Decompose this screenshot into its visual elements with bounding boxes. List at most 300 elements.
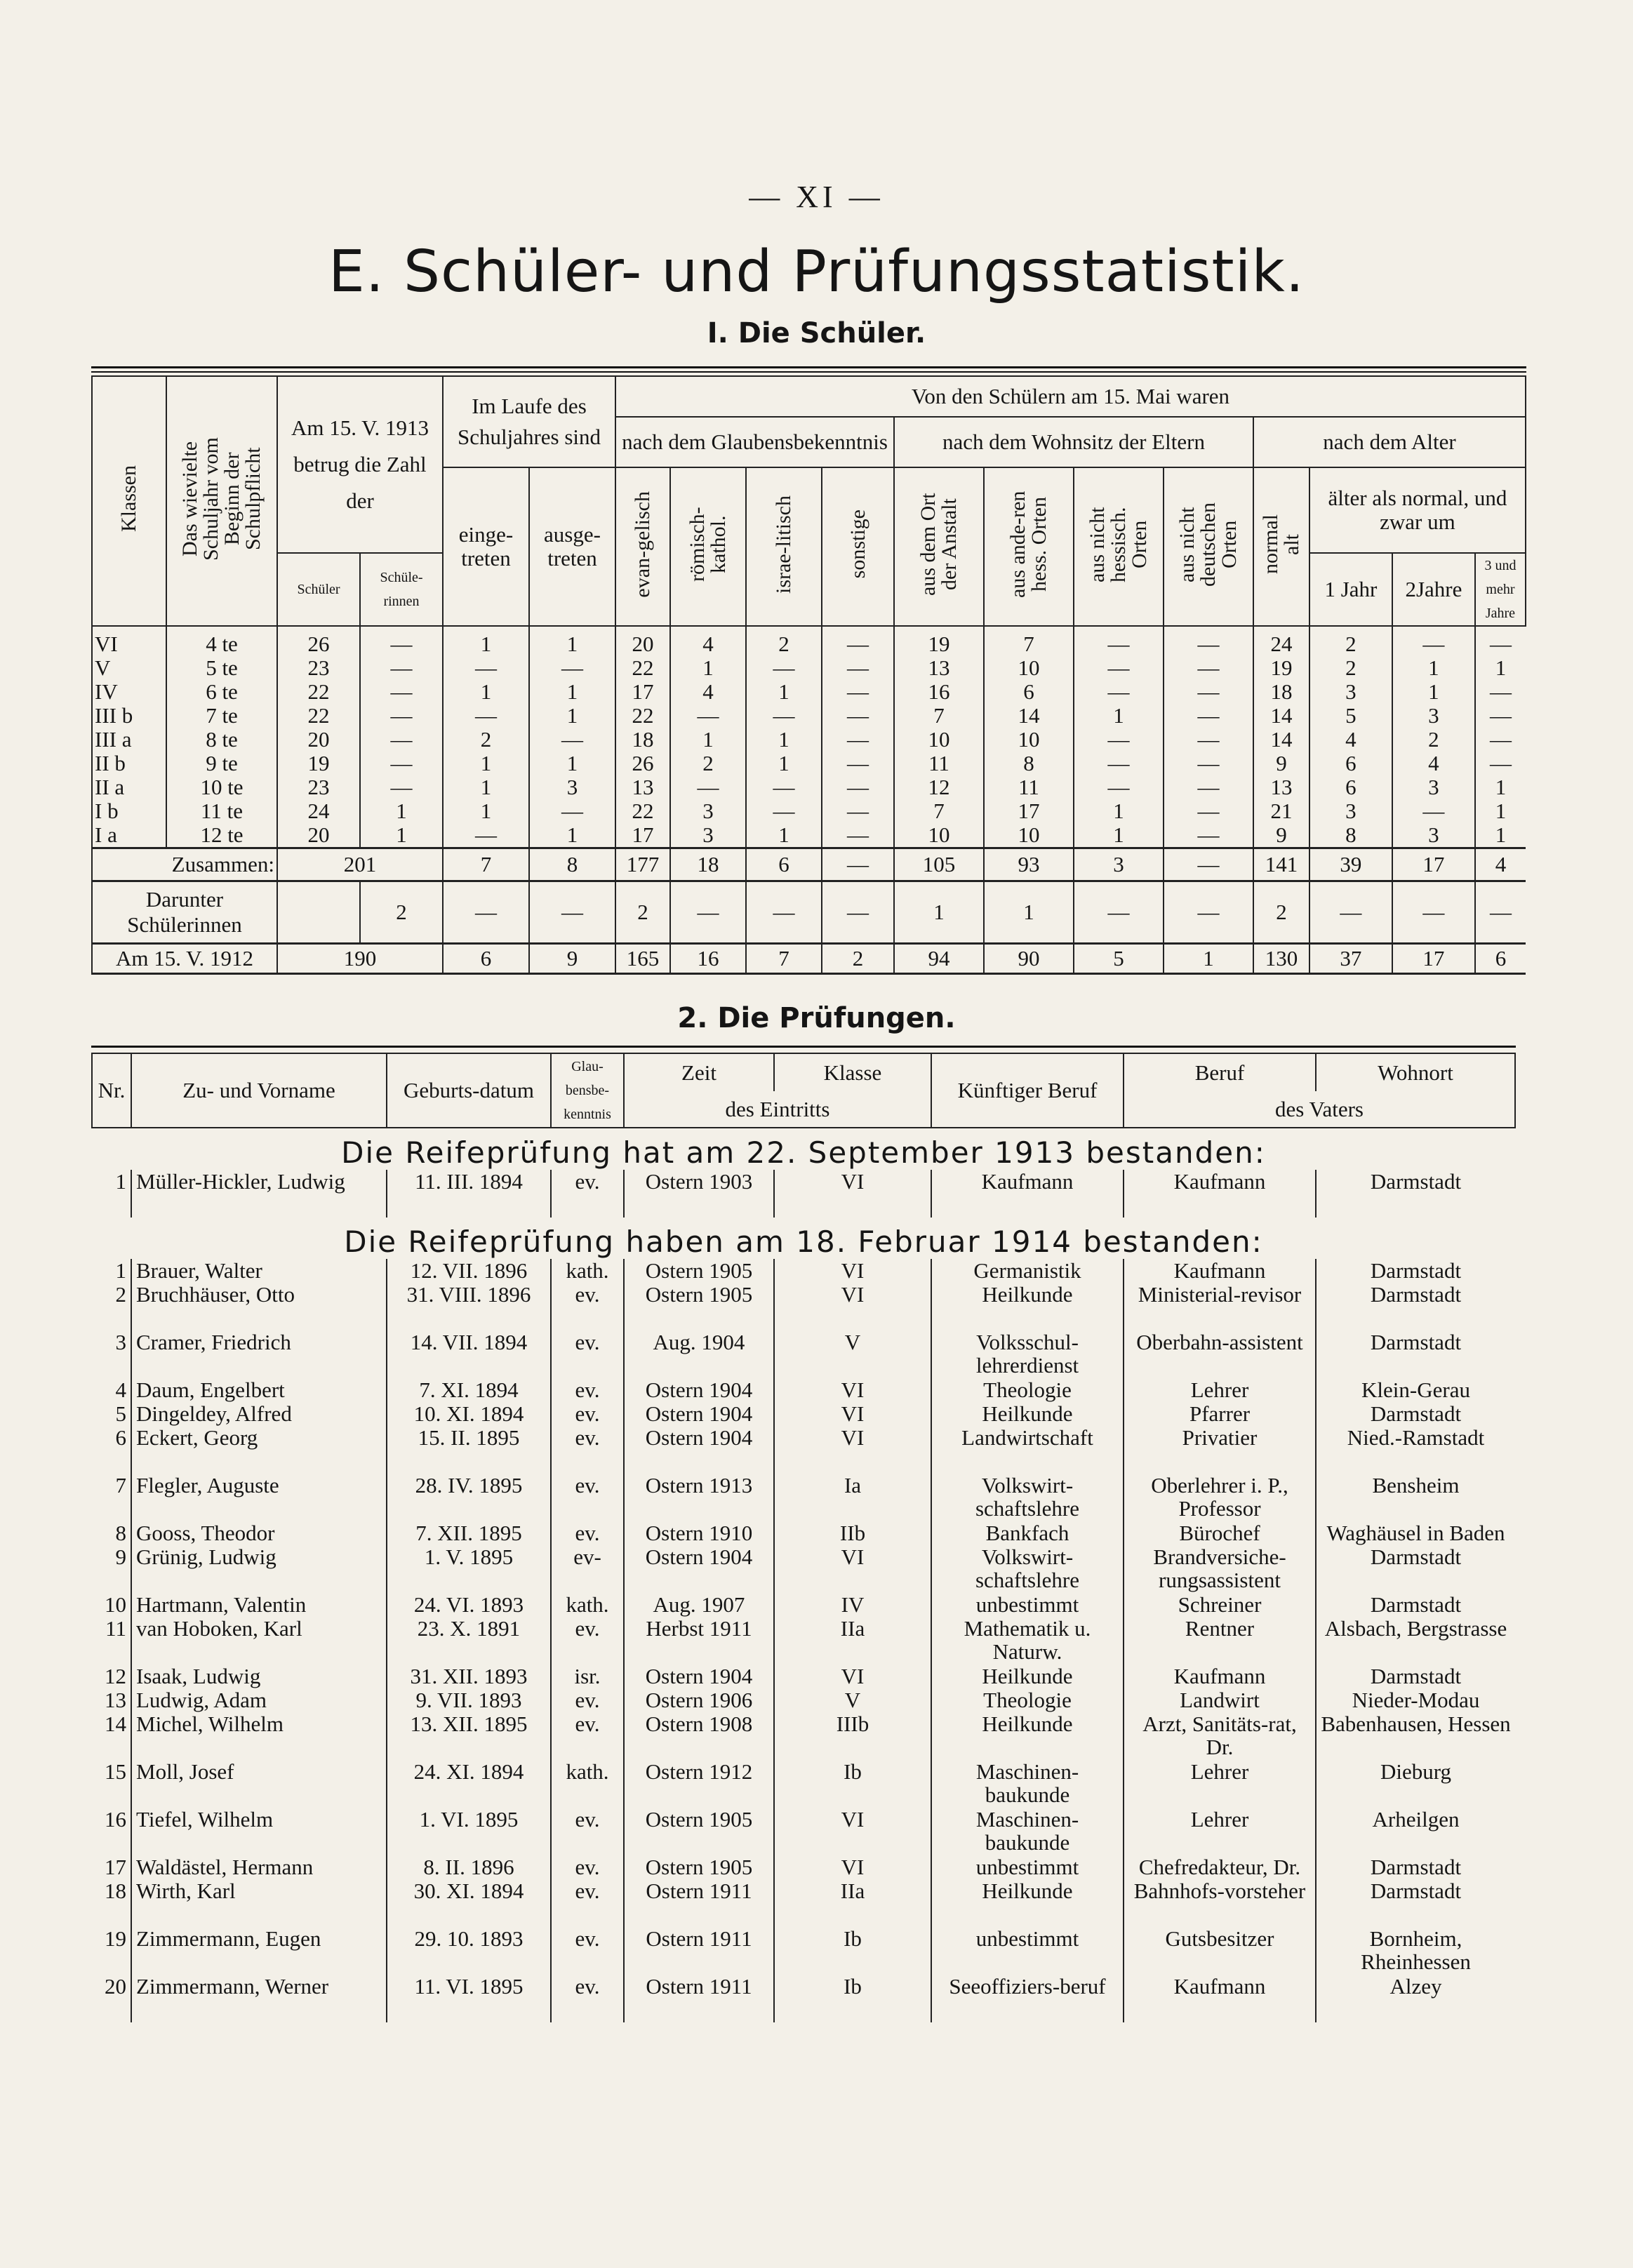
cell: 17 (1392, 944, 1475, 974)
table-row (92, 823, 1526, 848)
confession: ev. (551, 1170, 624, 1218)
col-laufe: Im Laufe des Schuljahres sind (443, 376, 615, 467)
entry-class: VI (774, 1545, 931, 1593)
class-name: V (92, 656, 166, 680)
name: Moll, Josef (131, 1760, 387, 1808)
name: Müller-Hickler, Ludwig (131, 1170, 387, 1218)
confession: ev. (551, 1879, 624, 1927)
cell: 19 (894, 626, 984, 656)
cell: 2 (670, 752, 746, 775)
cell: 1 (670, 656, 746, 680)
entry-time: Ostern 1908 (624, 1712, 774, 1760)
nr: 4 (115, 1378, 126, 1402)
previous-year-row (92, 944, 1526, 974)
col-zeit: Zeit (624, 1053, 774, 1091)
cell: 20 (277, 823, 360, 848)
birth-date: 28. IV. 1895 (387, 1474, 551, 1521)
table-row (92, 1545, 1515, 1593)
cell: — (1164, 704, 1253, 728)
name: Michel, Wilhelm (131, 1712, 387, 1760)
cell: 16 (894, 680, 984, 704)
cell: — (1164, 656, 1253, 680)
confession: kath. (551, 1760, 624, 1808)
nr: 8 (115, 1521, 126, 1545)
col-eintritt: des Eintritts (624, 1091, 931, 1128)
entry-class: VI (774, 1426, 931, 1474)
cell: 10 (894, 823, 984, 848)
cell: 26 (277, 626, 360, 656)
cell: 22 (615, 799, 670, 823)
cell: 19 (277, 752, 360, 775)
confession: ev. (551, 1688, 624, 1712)
cell: 1 (670, 728, 746, 752)
entry-time: Ostern 1904 (624, 1545, 774, 1593)
father-occupation: Kaufmann (1124, 1975, 1316, 2022)
page-number: — XI — (749, 180, 884, 214)
father-occupation: Kaufmann (1124, 1259, 1316, 1283)
cell: — (822, 680, 894, 704)
col-aelter: älter als normal, und zwar um (1309, 467, 1526, 553)
exam-table (91, 1053, 1516, 2022)
father-occupation: Pfarrer (1124, 1402, 1316, 1426)
table-row (92, 1283, 1515, 1330)
birth-date: 11. III. 1894 (387, 1170, 551, 1218)
name: Isaak, Ludwig (131, 1665, 387, 1688)
cell: 1 (1164, 944, 1253, 974)
cell: 13 (1253, 775, 1309, 799)
entry-class: Ib (774, 1975, 931, 2022)
nr: 6 (115, 1425, 126, 1450)
father-residence: Bensheim (1316, 1474, 1515, 1521)
name: Ludwig, Adam (131, 1688, 387, 1712)
birth-date: 10. XI. 1894 (387, 1402, 551, 1426)
father-residence: Dieburg (1316, 1760, 1515, 1808)
col-nr: Nr. (92, 1053, 131, 1128)
confession: ev. (551, 1617, 624, 1665)
entry-class: VI (774, 1402, 931, 1426)
section1-title: I. Die Schüler. (707, 317, 926, 349)
birth-date: 15. II. 1895 (387, 1426, 551, 1474)
birth-date: 31. XII. 1893 (387, 1665, 551, 1688)
entry-class: VI (774, 1855, 931, 1879)
name: Zimmermann, Werner (131, 1975, 387, 2022)
future-career: Mathematik u. Naturw. (931, 1617, 1124, 1665)
cell: — (1475, 704, 1526, 728)
cell: 1 (746, 823, 822, 848)
col-beruf: Beruf (1124, 1053, 1316, 1091)
name: Gooss, Theodor (131, 1521, 387, 1545)
entry-time: Ostern 1911 (624, 1879, 774, 1927)
future-career: Theologie (931, 1688, 1124, 1712)
name: Bruchhäuser, Otto (131, 1283, 387, 1330)
future-career: Heilkunde (931, 1712, 1124, 1760)
cell: 5 (1309, 704, 1392, 728)
cell: 12 te (166, 823, 277, 848)
cell: — (1475, 626, 1526, 656)
cell: 1 (1074, 823, 1164, 848)
cell: — (1475, 680, 1526, 704)
page-title: E. Schüler- und Prüfungsstatistik. (328, 239, 1305, 305)
class-name: I b (92, 799, 166, 823)
cell: — (822, 823, 894, 848)
entry-class: VI (774, 1808, 931, 1855)
nr: 17 (105, 1855, 126, 1879)
nr: 15 (105, 1759, 126, 1784)
col-von: Von den Schülern am 15. Mai waren (615, 376, 1526, 417)
cell: 2 (1309, 626, 1392, 656)
cell: — (1164, 775, 1253, 799)
name: Wirth, Karl (131, 1879, 387, 1927)
col-nichthess: aus nicht hessisch. Orten (1074, 467, 1164, 626)
father-occupation: Privatier (1124, 1426, 1316, 1474)
future-career: Seeoffiziers-beruf (931, 1975, 1124, 2022)
cell: — (1475, 752, 1526, 775)
future-career: Maschinen-baukunde (931, 1808, 1124, 1855)
cell: — (1475, 881, 1526, 944)
class-name: IV (92, 680, 166, 704)
cell: 1 (746, 680, 822, 704)
table-row (92, 626, 1526, 656)
cell: 1 (443, 775, 529, 799)
cell: 4 (1392, 752, 1475, 775)
father-occupation: Kaufmann (1124, 1665, 1316, 1688)
cell: 3 (1392, 823, 1475, 848)
col-zahl: Am 15. V. 1913 betrug die Zahl der (277, 376, 443, 553)
cell: — (1074, 881, 1164, 944)
cell: 13 (894, 656, 984, 680)
cell: 21 (1253, 799, 1309, 823)
cell: — (360, 728, 443, 752)
col-2jahre: 2Jahre (1392, 553, 1475, 626)
cell: 7 (746, 944, 822, 974)
father-occupation: Rentner (1124, 1617, 1316, 1665)
name: Eckert, Georg (131, 1426, 387, 1474)
section2-title: 2. Die Prüfungen. (677, 1002, 956, 1034)
father-occupation: Chefredakteur, Dr. (1124, 1855, 1316, 1879)
name: Zimmermann, Eugen (131, 1927, 387, 1975)
col-evang: evan-gelisch (615, 467, 670, 626)
name: Daum, Engelbert (131, 1378, 387, 1402)
cell: 1 (1074, 799, 1164, 823)
col-wohnsitz: nach dem Wohnsitz der Eltern (894, 417, 1253, 467)
confession: ev. (551, 1975, 624, 2022)
name: Tiefel, Wilhelm (131, 1808, 387, 1855)
future-career: Heilkunde (931, 1665, 1124, 1688)
entry-time: Ostern 1903 (624, 1170, 774, 1218)
entry-time: Ostern 1904 (624, 1402, 774, 1426)
entry-class: Ia (774, 1474, 931, 1521)
cell: — (1164, 626, 1253, 656)
divider (91, 366, 1526, 368)
cell: 1 (1475, 823, 1526, 848)
col-schuelerinnen: Schüle-rinnen (360, 553, 443, 626)
cell: 141 (1253, 848, 1309, 881)
group-heading-row (92, 1128, 1515, 1170)
father-residence: Nieder-Modau (1316, 1688, 1515, 1712)
name: Dingeldey, Alfred (131, 1402, 387, 1426)
father-residence: Darmstadt (1316, 1665, 1515, 1688)
cell: 1 (529, 823, 615, 848)
birth-date: 1. V. 1895 (387, 1545, 551, 1593)
cell: 6 (746, 848, 822, 881)
group-heading-row (92, 1218, 1515, 1259)
confession: ev. (551, 1474, 624, 1521)
entry-class: IIb (774, 1521, 931, 1545)
col-eingetreten: einge-treten (443, 467, 529, 626)
nr: 13 (105, 1688, 126, 1712)
cell: — (1392, 799, 1475, 823)
table-row (92, 752, 1526, 775)
cell: 23 (277, 656, 360, 680)
cell: — (746, 775, 822, 799)
cell: 6 (1309, 775, 1392, 799)
col-nichtdeutsch: aus nicht deutschen Orten (1164, 467, 1253, 626)
cell: 1 (1475, 775, 1526, 799)
col-roem: römisch-kathol. (670, 467, 746, 626)
cell: 17 (984, 799, 1074, 823)
table-row (92, 1170, 1515, 1218)
cell: — (443, 656, 529, 680)
cell: 22 (277, 680, 360, 704)
future-career: Landwirtschaft (931, 1426, 1124, 1474)
col-klassen: Klassen (92, 376, 166, 626)
entry-time: Ostern 1905 (624, 1259, 774, 1283)
cell: — (443, 881, 529, 944)
table-row (92, 1426, 1515, 1474)
previous-label: Am 15. V. 1912 (92, 944, 277, 974)
nr: 16 (105, 1807, 126, 1832)
col-sonst: sonstige (822, 467, 894, 626)
cell: — (822, 848, 894, 881)
cell: 16 (670, 944, 746, 974)
total-row (92, 848, 1526, 881)
father-occupation: Schreiner (1124, 1593, 1316, 1617)
cell: 39 (1309, 848, 1392, 881)
cell: 1 (1475, 799, 1526, 823)
divider (91, 371, 1526, 373)
cell: 1 (360, 823, 443, 848)
birth-date: 11. VI. 1895 (387, 1975, 551, 2022)
col-andere: aus ande-ren hess. Orten (984, 467, 1074, 626)
confession: ev. (551, 1378, 624, 1402)
cell: — (1309, 881, 1392, 944)
father-residence: Waghäusel in Baden (1316, 1521, 1515, 1545)
table-row (92, 1474, 1515, 1521)
entry-class: IIIb (774, 1712, 931, 1760)
birth-date: 7. XII. 1895 (387, 1521, 551, 1545)
father-occupation: Lehrer (1124, 1760, 1316, 1808)
cell: 1 (529, 704, 615, 728)
cell: — (360, 626, 443, 656)
cell: 26 (615, 752, 670, 775)
cell: — (360, 704, 443, 728)
cell: 22 (615, 656, 670, 680)
cell: 23 (277, 775, 360, 799)
cell: 18 (1253, 680, 1309, 704)
table-row (92, 1378, 1515, 1402)
cell: — (670, 704, 746, 728)
cell: 8 (1309, 823, 1392, 848)
father-occupation: Arzt, Sanitäts-rat, Dr. (1124, 1712, 1316, 1760)
table-row (92, 1975, 1515, 2022)
birth-date: 14. VII. 1894 (387, 1330, 551, 1378)
cell: 5 (1074, 944, 1164, 974)
table-row (92, 704, 1526, 728)
col-isr: israe-litisch (746, 467, 822, 626)
cell: 11 te (166, 799, 277, 823)
nr: 3 (115, 1330, 126, 1354)
nr: 14 (105, 1712, 126, 1736)
cell: 9 te (166, 752, 277, 775)
table-row (92, 680, 1526, 704)
cell: 1 (1074, 704, 1164, 728)
nr: 7 (115, 1473, 126, 1497)
table-row (92, 775, 1526, 799)
cell: 6 (443, 944, 529, 974)
cell: 93 (984, 848, 1074, 881)
cell: — (1074, 656, 1164, 680)
father-occupation: Oberlehrer i. P., Professor (1124, 1474, 1316, 1521)
cell: — (1074, 728, 1164, 752)
cell: 1 (746, 728, 822, 752)
cell: — (822, 752, 894, 775)
cell: 6 (1309, 752, 1392, 775)
father-residence: Darmstadt (1316, 1545, 1515, 1593)
class-name: II b (92, 752, 166, 775)
cell: 10 (894, 728, 984, 752)
entry-class: Ib (774, 1760, 931, 1808)
entry-class: V (774, 1330, 931, 1378)
confession: ev- (551, 1545, 624, 1593)
col-name: Zu- und Vorname (131, 1053, 387, 1128)
nr: 20 (105, 1974, 126, 1999)
col-glauben: nach dem Glaubensbekenntnis (615, 417, 894, 467)
cell: 3 (670, 799, 746, 823)
cell: 2 (822, 944, 894, 974)
father-residence: Klein-Gerau (1316, 1378, 1515, 1402)
cell: 11 (894, 752, 984, 775)
cell: 24 (277, 799, 360, 823)
table-row (92, 1259, 1515, 1283)
nr: 11 (105, 1616, 126, 1641)
col-1jahr: 1 Jahr (1309, 553, 1392, 626)
future-career: Volksschul-lehrerdienst (931, 1330, 1124, 1378)
col-ausgetreten: ausge-treten (529, 467, 615, 626)
future-career: Heilkunde (931, 1402, 1124, 1426)
cell: — (360, 752, 443, 775)
cell: — (1164, 728, 1253, 752)
table-row (92, 1712, 1515, 1760)
cell: 2 (1392, 728, 1475, 752)
name: Hartmann, Valentin (131, 1593, 387, 1617)
cell: — (1164, 848, 1253, 881)
entry-time: Herbst 1911 (624, 1617, 774, 1665)
cell: 7 te (166, 704, 277, 728)
cell: 19 (1253, 656, 1309, 680)
birth-date: 12. VII. 1896 (387, 1259, 551, 1283)
cell (277, 881, 360, 944)
cell: — (1164, 823, 1253, 848)
birth-date: 9. VII. 1893 (387, 1688, 551, 1712)
future-career: unbestimmt (931, 1855, 1124, 1879)
cell: 14 (984, 704, 1074, 728)
table-row (92, 1760, 1515, 1808)
cell: 4 (670, 680, 746, 704)
cell: 1 (1392, 680, 1475, 704)
col-glaubensbekenntnis: Glau-bensbe-kenntnis (551, 1053, 624, 1128)
class-name: II a (92, 775, 166, 799)
father-residence: Bornheim, Rheinhessen (1316, 1927, 1515, 1975)
entry-class: VI (774, 1665, 931, 1688)
cell: 17 (615, 680, 670, 704)
cell: 13 (615, 775, 670, 799)
col-3jahre: 3 und mehr Jahre (1475, 553, 1526, 626)
cell: — (443, 823, 529, 848)
cell: 20 (277, 728, 360, 752)
entry-class: IIa (774, 1879, 931, 1927)
cell: 3 (1309, 680, 1392, 704)
birth-date: 31. VIII. 1896 (387, 1283, 551, 1330)
entry-class: IIa (774, 1617, 931, 1665)
cell: 177 (615, 848, 670, 881)
cell: 4 te (166, 626, 277, 656)
nr: 9 (115, 1545, 126, 1569)
father-residence: Darmstadt (1316, 1170, 1515, 1218)
confession: ev. (551, 1808, 624, 1855)
father-occupation: Kaufmann (1124, 1170, 1316, 1218)
cell: 1 (443, 680, 529, 704)
father-occupation: Oberbahn-assistent (1124, 1330, 1316, 1378)
cell: 7 (984, 626, 1074, 656)
table-row (92, 728, 1526, 752)
cell: 6 (1475, 944, 1526, 974)
cell: 94 (894, 944, 984, 974)
cell: 12 (894, 775, 984, 799)
table-row (92, 1330, 1515, 1378)
future-career: Heilkunde (931, 1879, 1124, 1927)
cell: — (670, 775, 746, 799)
cell: 37 (1309, 944, 1392, 974)
future-career: Germanistik (931, 1259, 1124, 1283)
cell: — (529, 881, 615, 944)
cell: 3 (1392, 704, 1475, 728)
name: Grünig, Ludwig (131, 1545, 387, 1593)
cell: 3 (1309, 799, 1392, 823)
cell: — (822, 728, 894, 752)
cell: 3 (1392, 775, 1475, 799)
name: Brauer, Walter (131, 1259, 387, 1283)
cell: 105 (894, 848, 984, 881)
cell: — (1392, 626, 1475, 656)
table-row (92, 1855, 1515, 1879)
cell: — (1164, 752, 1253, 775)
col-schueler: Schüler (277, 553, 360, 626)
name: Cramer, Friedrich (131, 1330, 387, 1378)
birth-date: 7. XI. 1894 (387, 1378, 551, 1402)
cell: 3 (529, 775, 615, 799)
future-career: Maschinen-baukunde (931, 1760, 1124, 1808)
cell: — (443, 704, 529, 728)
total-count: 201 (277, 848, 443, 881)
father-occupation: Lehrer (1124, 1378, 1316, 1402)
cell: — (1074, 626, 1164, 656)
cell: — (670, 881, 746, 944)
confession: ev. (551, 1426, 624, 1474)
cell: 1 (443, 752, 529, 775)
confession: ev. (551, 1330, 624, 1378)
cell: 1 (443, 799, 529, 823)
confession: ev. (551, 1927, 624, 1975)
